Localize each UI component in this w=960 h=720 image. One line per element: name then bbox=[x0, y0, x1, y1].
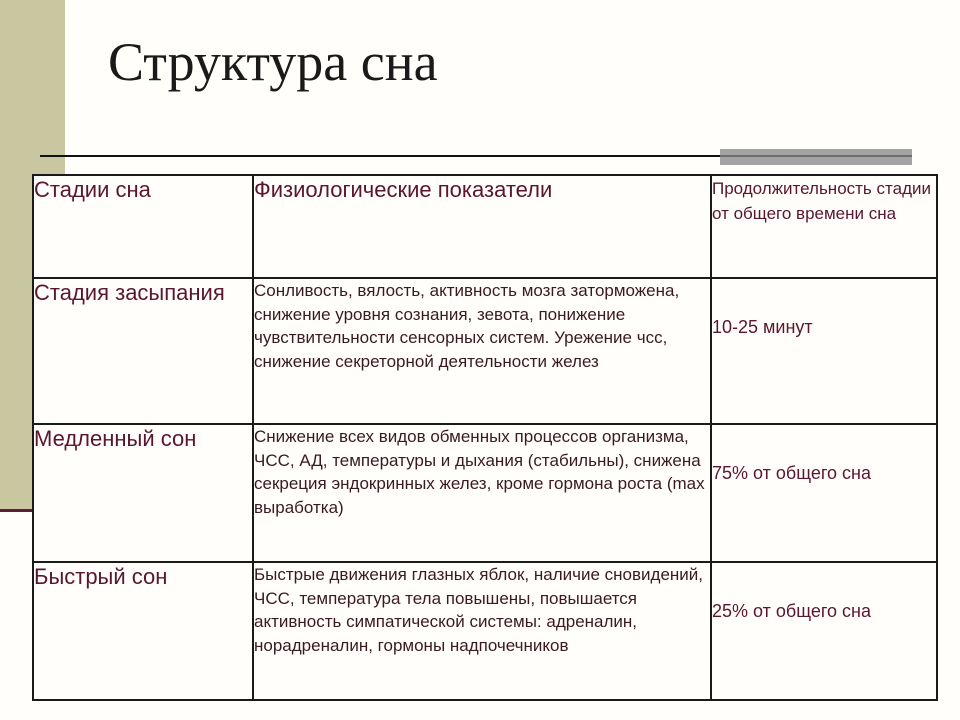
table-row bbox=[33, 562, 937, 700]
table-row bbox=[33, 424, 937, 562]
slide-title: Структура сна bbox=[108, 32, 438, 92]
row-physiology: Быстрые движения глазных яблок, наличие сновидений, ЧСС, температура тела повышены, повышается активность симпатической системы: адреналин, норадреналин, гормоны надпочечников bbox=[253, 562, 711, 700]
row-physiology: Снижение всех видов обменных процессов организма, ЧСС, АД, температуры и дыхания (стабильны), снижена секреция эндокринных желез, кроме гормона роста (max выработка) bbox=[253, 424, 711, 562]
table-row bbox=[33, 278, 937, 424]
row-duration: 75% от общего сна bbox=[711, 424, 937, 562]
row-duration: 10-25 минут bbox=[711, 278, 937, 424]
row-duration: 25% от общего сна bbox=[711, 562, 937, 700]
decorative-accent-bar bbox=[720, 149, 912, 165]
header-duration: Продолжительность стадии от общего времени сна bbox=[711, 175, 937, 278]
row-stage: Медленный сон bbox=[33, 424, 253, 562]
header-stage: Стадии сна bbox=[33, 175, 253, 278]
row-stage: Быстрый сон bbox=[33, 562, 253, 700]
sleep-structure-table bbox=[32, 174, 938, 701]
row-physiology: Сонливость, вялость, активность мозга заторможена, снижение уровня сознания, зевота, понижение чувствительности сенсорных систем. Урежение чсс, снижение секреторной деятельности желез bbox=[253, 278, 711, 424]
row-stage: Стадия засыпания bbox=[33, 278, 253, 424]
header-physiology: Физиологические показатели bbox=[253, 175, 711, 278]
decorative-accent-line bbox=[720, 155, 912, 157]
table-header-row bbox=[33, 175, 937, 278]
